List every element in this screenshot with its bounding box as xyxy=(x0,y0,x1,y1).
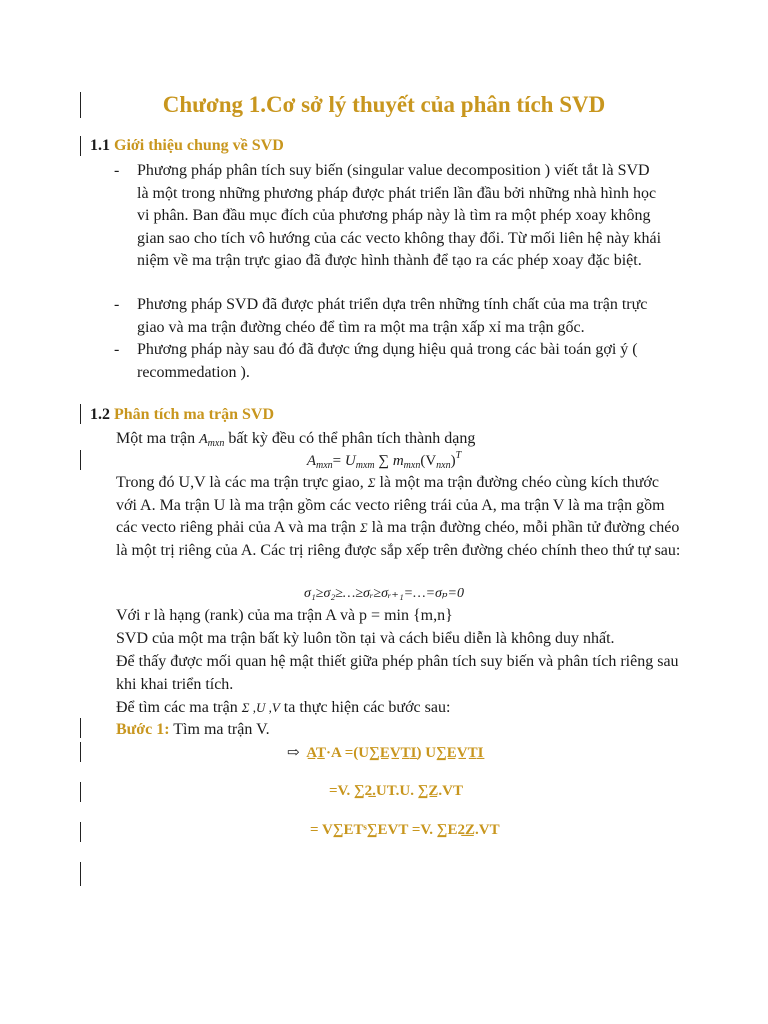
relation-line: Để thấy được mối quan hệ mật thiết giữa phép phân tích suy biến và phân tích riêng sau khi khai triển tích. xyxy=(116,653,679,693)
formula-subscript: mxn xyxy=(403,460,421,471)
paragraph-text: là một ma trận đường chéo cùng kích thước với A. Ma trận U là ma trận gồm các vecto riêng trái của A, ma trận V là ma trận gồm các vecto riêng phải của A và ma trận xyxy=(116,474,665,536)
step-text: Tìm ma trận V. xyxy=(169,721,270,738)
formula-subscript: mxn xyxy=(315,460,333,471)
formula-part: U xyxy=(344,453,356,469)
bullet-dash: - xyxy=(114,341,120,358)
implies-arrow-icon: ⇨ xyxy=(287,745,300,761)
paragraph-text: là ma trận đường chéo, mỗi phần tử đường chéo là một trị riêng của A. Các trị riêng được sắp xếp trên đường chéo chính theo thứ tự sau: xyxy=(116,519,681,559)
matrix-symbol: A xyxy=(199,432,208,447)
section-number: 1.2 xyxy=(90,406,110,423)
matrix-symbols: Σ ,U ,V xyxy=(241,700,280,715)
find-line xyxy=(116,697,682,720)
intro-text: bất kỳ đều có thể phân tích thành dạng xyxy=(224,430,476,447)
formula-part: A xyxy=(306,453,316,469)
formula-part: ) xyxy=(450,453,456,469)
section-heading xyxy=(90,137,284,155)
change-bar xyxy=(80,822,81,842)
formula-part: (V xyxy=(420,453,437,469)
intro-text: Một ma trận xyxy=(116,430,200,447)
change-bar xyxy=(80,862,81,886)
formula-subscript: mxm xyxy=(355,460,375,471)
formula-part: m xyxy=(392,453,404,469)
step-equation xyxy=(287,743,483,762)
rank-line: Với r là hạng (rank) của ma trận A và p = min {m,n} xyxy=(116,607,453,624)
formula-subscript: nxn xyxy=(436,460,451,471)
step-equation: = V∑ETˢ∑EVT =V. ∑E2̲Z̲.VT xyxy=(310,822,500,838)
find-text: ta thực hiện các bước sau: xyxy=(279,699,451,716)
change-bar xyxy=(80,136,81,156)
bullet-dash: - xyxy=(114,162,120,179)
bullet-dash: - xyxy=(114,296,120,313)
section-heading xyxy=(90,406,274,424)
change-bar xyxy=(80,404,81,424)
formula-part: ∑ xyxy=(378,453,390,469)
step-label: Bước 1: xyxy=(116,721,170,738)
sigma-symbol: Σ xyxy=(359,520,368,535)
bullet-text: Phương pháp SVD đã được phát triển dựa trên những tính chất của ma trận trực giao và ma trận đường chéo để tìm ra một ma trận xấp xỉ ma trận gốc. xyxy=(137,296,648,336)
paragraph xyxy=(116,472,682,562)
formula-part: = xyxy=(332,453,345,469)
step-line xyxy=(116,719,682,742)
step-equation: =V. ∑2̲.UT.U. ∑Z̲.VT xyxy=(329,783,463,799)
section-title: Phân tích ma trận SVD xyxy=(114,406,275,423)
bullet-text: Phương pháp này sau đó đã được ứng dụng hiệu quả trong các bài toán gợi ý ( recommedation ). xyxy=(137,341,638,381)
svd-formula xyxy=(0,450,768,471)
find-text: Để tìm các ma trận xyxy=(116,699,242,716)
change-bar xyxy=(80,718,81,738)
formula-superscript: T xyxy=(455,450,462,461)
change-bar xyxy=(80,782,81,802)
section-number: 1.1 xyxy=(90,137,110,154)
order-equation: σ₁≥σ₂≥…≥σᵣ≥σᵣ₊₁=…=σₚ=0 xyxy=(304,586,464,601)
section-title: Giới thiệu chung về SVD xyxy=(114,137,284,154)
change-bar xyxy=(80,742,81,762)
bullet-text: Phương pháp phân tích suy biến (singular value decomposition ) viết tắt là SVD là một trong những phương pháp được phát triển lần đầu bởi những nhà hình học vi phân. Ban đầu mục đích của phương pháp này là tìm ra một phép xoay không gian sao cho tích vô hướng của các vecto không thay đổi. Từ mối liên hệ này khái niệm về ma trận trực giao đã được hình thành để tạo ra các phép xoay đặc biệt. xyxy=(137,162,662,269)
equation-text: A̲T̲·A =(U∑E̲V̲T̲I̲) U∑E̲V̲T̲I̲ xyxy=(306,745,484,761)
matrix-subscript: mxn xyxy=(207,438,225,449)
paragraph-text: Trong đó U,V là các ma trận trực giao, xyxy=(116,474,368,491)
sigma-symbol: Σ xyxy=(367,475,376,490)
unique-line: SVD của một ma trận bất kỳ luôn tồn tại và cách biểu diễn là không duy nhất. xyxy=(116,630,615,647)
chapter-title: Chương 1.Cơ sở lý thuyết của phân tích SVD xyxy=(162,92,606,117)
